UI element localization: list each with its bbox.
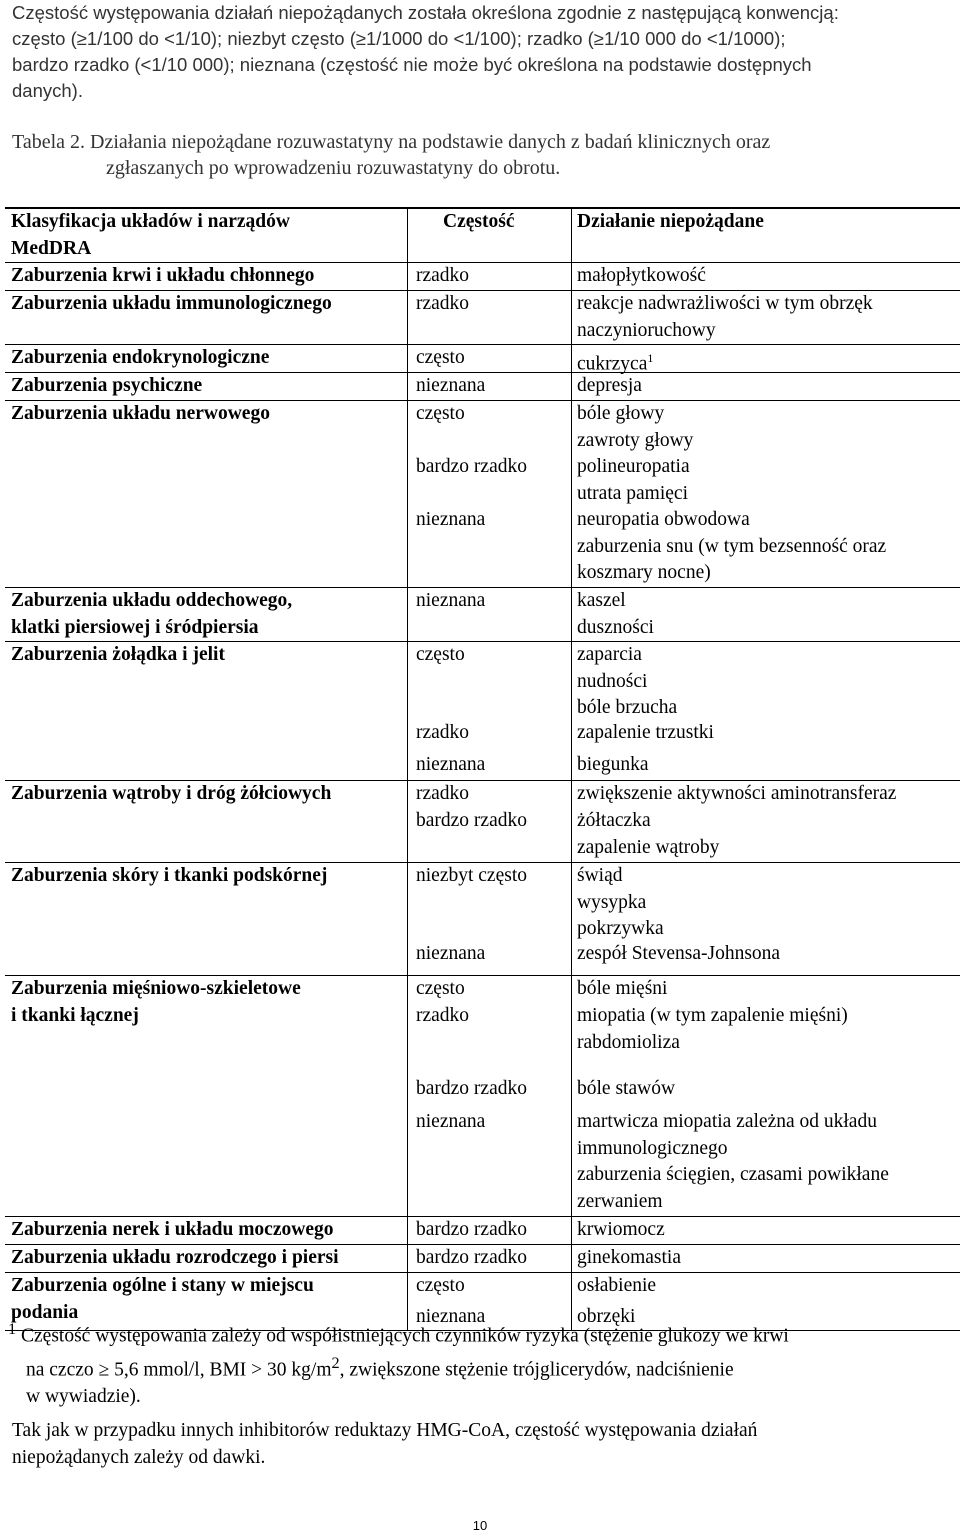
- reaction-text: immunologicznego: [577, 1137, 728, 1159]
- reaction-line: [577, 1245, 681, 1272]
- frequency-cell: bardzo rzadko: [416, 456, 527, 477]
- reaction-line: [577, 1136, 889, 1163]
- reaction-text: zespół Stevensa-Johnsona: [577, 943, 781, 964]
- table-row: [5, 344, 960, 375]
- reaction-line: [577, 781, 896, 808]
- reaction-text: depresja: [577, 375, 642, 396]
- system-organ-class: [11, 642, 225, 669]
- soc-line: Zaburzenia układu oddechowego,: [11, 590, 293, 611]
- caption-line-2: zgłaszanych po wprowadzeniu rozuwastatyny do obrotu.: [106, 157, 561, 179]
- reaction-text: miopatia (w tym zapalenie mięśni): [577, 1005, 848, 1026]
- system-organ-class: [11, 291, 332, 318]
- system-organ-class: [11, 1245, 339, 1272]
- table-row: [5, 262, 960, 290]
- frequency-cell: nieznana: [416, 1306, 486, 1327]
- reaction-line: [577, 588, 654, 615]
- reaction-text: neuropatia obwodowa: [577, 509, 750, 530]
- closing-line: Tak jak w przypadku innych inhibitorów reduktazy HMG-CoA, częstość występowania działań: [12, 1420, 758, 1441]
- reaction-cell: [577, 1109, 889, 1215]
- header-reaction: Działanie niepożądane: [577, 211, 764, 232]
- frequency-cell: bardzo rzadko: [416, 1078, 527, 1099]
- frequency-cell: rzadko: [416, 722, 470, 743]
- header-frequency: Częstość: [443, 211, 515, 232]
- reaction-text: bóle brzucha: [577, 697, 678, 718]
- footnote-text: na czczo ≥ 5,6 mmol/l, BMI > 30 kg/m: [26, 1359, 332, 1381]
- reaction-line: [577, 720, 714, 747]
- table-header-row: [5, 208, 960, 262]
- soc-line: i tkanki łącznej: [11, 1004, 139, 1026]
- page-number: 10: [472, 1518, 488, 1533]
- table-row: [5, 372, 960, 400]
- intro-line: Częstość występowania działań niepożądanych została określona zgodnie z następującą konwencją:: [12, 2, 839, 23]
- reaction-text: bóle głowy: [577, 403, 665, 424]
- frequency-cell: nieznana: [416, 590, 486, 611]
- intro-line: często (≥1/100 do <1/10); niezbyt często (≥1/1000 do <1/100); rzadko (≥1/10 000 do <1/1000);: [12, 28, 786, 49]
- reaction-cell: [577, 401, 693, 454]
- reaction-cell: [577, 1003, 848, 1056]
- soc-line: Zaburzenia psychiczne: [11, 375, 203, 396]
- reaction-text: duszności: [577, 616, 654, 638]
- reaction-text: reakcje nadwrażliwości w tym obrzęk: [577, 293, 873, 314]
- reaction-line: [577, 560, 886, 587]
- reaction-text: wysypka: [577, 891, 647, 913]
- system-organ-class: [11, 401, 270, 428]
- frequency-cell: często: [416, 1275, 465, 1296]
- frequency-cell: często: [416, 644, 465, 665]
- reaction-line: [577, 428, 693, 455]
- reaction-text: kaszel: [577, 590, 626, 611]
- table-row: [5, 587, 960, 641]
- frequency-cell: rzadko: [416, 293, 470, 314]
- reaction-line: [577, 291, 873, 318]
- reaction-text: polineuropatia: [577, 456, 690, 477]
- reaction-text: martwicza miopatia zależna od układu: [577, 1111, 877, 1132]
- reaction-cell: [577, 808, 719, 861]
- reaction-text: biegunka: [577, 754, 649, 775]
- reaction-line: [577, 695, 677, 722]
- soc-line: klatki piersiowej i śródpiersia: [11, 616, 259, 638]
- frequency-cell: bardzo rzadko: [416, 810, 527, 831]
- soc-line: Zaburzenia układu rozrodczego i piersi: [11, 1247, 339, 1268]
- reaction-text: zaparcia: [577, 644, 642, 665]
- frequency-cell: często: [416, 403, 465, 424]
- frequency-cell: często: [416, 347, 465, 368]
- reaction-cell: [577, 291, 873, 344]
- footnote-reference: 1: [647, 351, 654, 365]
- reaction-line: [577, 1109, 889, 1136]
- reaction-cell: [577, 1245, 681, 1272]
- soc-line: Zaburzenia krwi i układu chłonnego: [11, 265, 315, 286]
- table-row: [5, 1244, 960, 1272]
- soc-line: Zaburzenia endokrynologiczne: [11, 347, 270, 368]
- reaction-cell: [577, 941, 780, 968]
- footnote-line-2: [8, 1350, 938, 1384]
- soc-line: Zaburzenia ogólne i stany w miejscu: [11, 1275, 314, 1296]
- frequency-cell: niezbyt często: [416, 865, 527, 886]
- reaction-cell: [577, 373, 642, 400]
- soc-line: Zaburzenia nerek i układu moczowego: [11, 1219, 334, 1240]
- adverse-reactions-table: [5, 207, 960, 1331]
- reaction-text: ginekomastia: [577, 1247, 681, 1268]
- reaction-line: [577, 615, 654, 642]
- reaction-text: małopłytkowość: [577, 265, 706, 286]
- reaction-text: zaburzenia ścięgien, czasami powikłane: [577, 1164, 889, 1185]
- reaction-line: [577, 1030, 848, 1057]
- reaction-line: [577, 454, 690, 481]
- reaction-line: [577, 863, 664, 890]
- footnote: [8, 1316, 938, 1411]
- footnote-line-1: [8, 1316, 938, 1350]
- table-row: [5, 975, 960, 1216]
- closing-paragraph: [12, 1418, 942, 1471]
- reaction-line: [577, 534, 886, 561]
- system-organ-class: [11, 781, 331, 808]
- system-organ-class: [11, 263, 314, 290]
- frequency-cell: bardzo rzadko: [416, 1247, 527, 1268]
- closing-line: niepożądanych zależy od dawki.: [12, 1446, 266, 1468]
- reaction-line: [577, 976, 667, 1003]
- frequency-cell: nieznana: [416, 509, 486, 530]
- reaction-text: krwiomocz: [577, 1219, 665, 1240]
- table-row: [5, 290, 960, 344]
- soc-line: Zaburzenia mięśniowo-szkieletowe: [11, 978, 301, 999]
- reaction-cell: [577, 507, 886, 587]
- reaction-line: [577, 481, 690, 508]
- soc-line: podania: [11, 1301, 79, 1323]
- footnote-superscript: 2: [331, 1354, 340, 1372]
- reaction-text: świąd: [577, 865, 623, 886]
- caption-line-1: Tabela 2. Działania niepożądane rozuwastatyny na podstawie danych z badań klinicznych oraz: [12, 131, 771, 153]
- frequency-cell: nieznana: [416, 943, 486, 964]
- table-row: [5, 1216, 960, 1244]
- intro-line: bardzo rzadko (<1/10 000); nieznana (częstość nie może być określona na podstawie dostępnych: [12, 54, 812, 75]
- header-soc: [11, 209, 290, 262]
- frequency-cell: nieznana: [416, 1111, 486, 1132]
- reaction-cell: [577, 1076, 675, 1103]
- reaction-line: [577, 890, 664, 917]
- reaction-cell: [577, 454, 690, 507]
- reaction-line: [577, 642, 677, 669]
- soc-line: Zaburzenia wątroby i dróg żółciowych: [11, 783, 332, 804]
- reaction-text: rabdomioliza: [577, 1031, 680, 1053]
- reaction-text: pokrzywka: [577, 918, 664, 939]
- reaction-cell: [577, 1273, 656, 1300]
- frequency-cell: rzadko: [416, 1005, 470, 1026]
- reaction-line: [577, 835, 719, 862]
- frequency-cell: nieznana: [416, 754, 486, 775]
- reaction-line: [577, 1217, 665, 1244]
- reaction-line: [577, 669, 677, 696]
- frequency-cell: bardzo rzadko: [416, 1219, 527, 1240]
- reaction-cell: [577, 976, 667, 1003]
- reaction-line: [577, 752, 648, 779]
- reaction-cell: [577, 642, 677, 722]
- reaction-cell: [577, 588, 654, 641]
- soc-line: Zaburzenia układu nerwowego: [11, 403, 270, 424]
- reaction-text: osłabienie: [577, 1275, 657, 1296]
- footnote-line-3: w wywiadzie).: [26, 1386, 141, 1407]
- reaction-line: [577, 401, 693, 428]
- reaction-line: [577, 1076, 675, 1103]
- system-organ-class: [11, 863, 327, 890]
- reaction-text: bóle stawów: [577, 1078, 676, 1099]
- table-row: [5, 400, 960, 587]
- reaction-cell: [577, 752, 648, 779]
- reaction-line: [577, 507, 886, 534]
- reaction-line: [577, 1003, 848, 1030]
- reaction-text: zwiększenie aktywności aminotransferaz: [577, 783, 897, 804]
- system-organ-class: [11, 1217, 333, 1244]
- reaction-cell: [577, 720, 714, 747]
- reaction-cell: [577, 263, 706, 290]
- reaction-text: zawroty głowy: [577, 429, 694, 451]
- reaction-line: [577, 916, 664, 943]
- table-caption: [12, 129, 942, 181]
- system-organ-class: [11, 588, 292, 641]
- reaction-text: obrzęki: [577, 1306, 636, 1327]
- frequency-cell: często: [416, 978, 465, 999]
- reaction-text: utrata pamięci: [577, 482, 688, 504]
- reaction-text: zapalenie trzustki: [577, 722, 714, 743]
- reaction-text: zapalenie wątroby: [577, 836, 720, 858]
- reaction-line: [577, 373, 642, 400]
- system-organ-class: [11, 373, 202, 400]
- reaction-text: bóle mięśni: [577, 978, 668, 999]
- intro-paragraph: [12, 0, 942, 104]
- frequency-cell: rzadko: [416, 265, 470, 286]
- reaction-text: nudności: [577, 670, 648, 692]
- soc-line: Zaburzenia skóry i tkanki podskórnej: [11, 865, 328, 886]
- reaction-text: zaburzenia snu (w tym bezsenność oraz: [577, 535, 887, 557]
- table-row: [5, 780, 960, 862]
- frequency-cell: rzadko: [416, 783, 470, 804]
- reaction-text: żółtaczka: [577, 810, 651, 831]
- reaction-text: koszmary nocne): [577, 562, 711, 583]
- reaction-text: cukrzyca: [577, 353, 648, 375]
- reaction-line: [577, 808, 719, 835]
- frequency-cell: nieznana: [416, 375, 486, 396]
- system-organ-class: [11, 345, 269, 372]
- reaction-line: [577, 1273, 656, 1300]
- reaction-line: [577, 941, 780, 968]
- reaction-cell: [577, 863, 664, 943]
- reaction-line: [577, 1189, 889, 1216]
- soc-line: Zaburzenia układu immunologicznego: [11, 293, 332, 314]
- header-soc-line: MedDRA: [11, 237, 92, 259]
- header-soc-line: Klasyfikacja układów i narządów: [11, 211, 290, 232]
- intro-line: danych).: [12, 80, 83, 101]
- reaction-text: zerwaniem: [577, 1190, 663, 1212]
- reaction-text: naczynioruchowy: [577, 319, 716, 341]
- reaction-cell: [577, 781, 896, 808]
- footnote-marker: 1: [8, 1320, 17, 1338]
- system-organ-class: [11, 976, 301, 1029]
- reaction-line: [577, 1162, 889, 1189]
- table-row: [5, 862, 960, 975]
- footnote-text: , zwiększone stężenie trójglicerydów, nadciśnienie: [339, 1359, 734, 1381]
- footnote-text: Częstość występowania zależy od współistniejących czynników ryzyka (stężenie glukozy we krwi: [21, 1325, 789, 1347]
- reaction-line: [577, 318, 873, 345]
- reaction-line: [577, 263, 706, 290]
- table-row: [5, 641, 960, 780]
- reaction-cell: [577, 1217, 665, 1244]
- soc-line: Zaburzenia żołądka i jelit: [11, 644, 225, 665]
